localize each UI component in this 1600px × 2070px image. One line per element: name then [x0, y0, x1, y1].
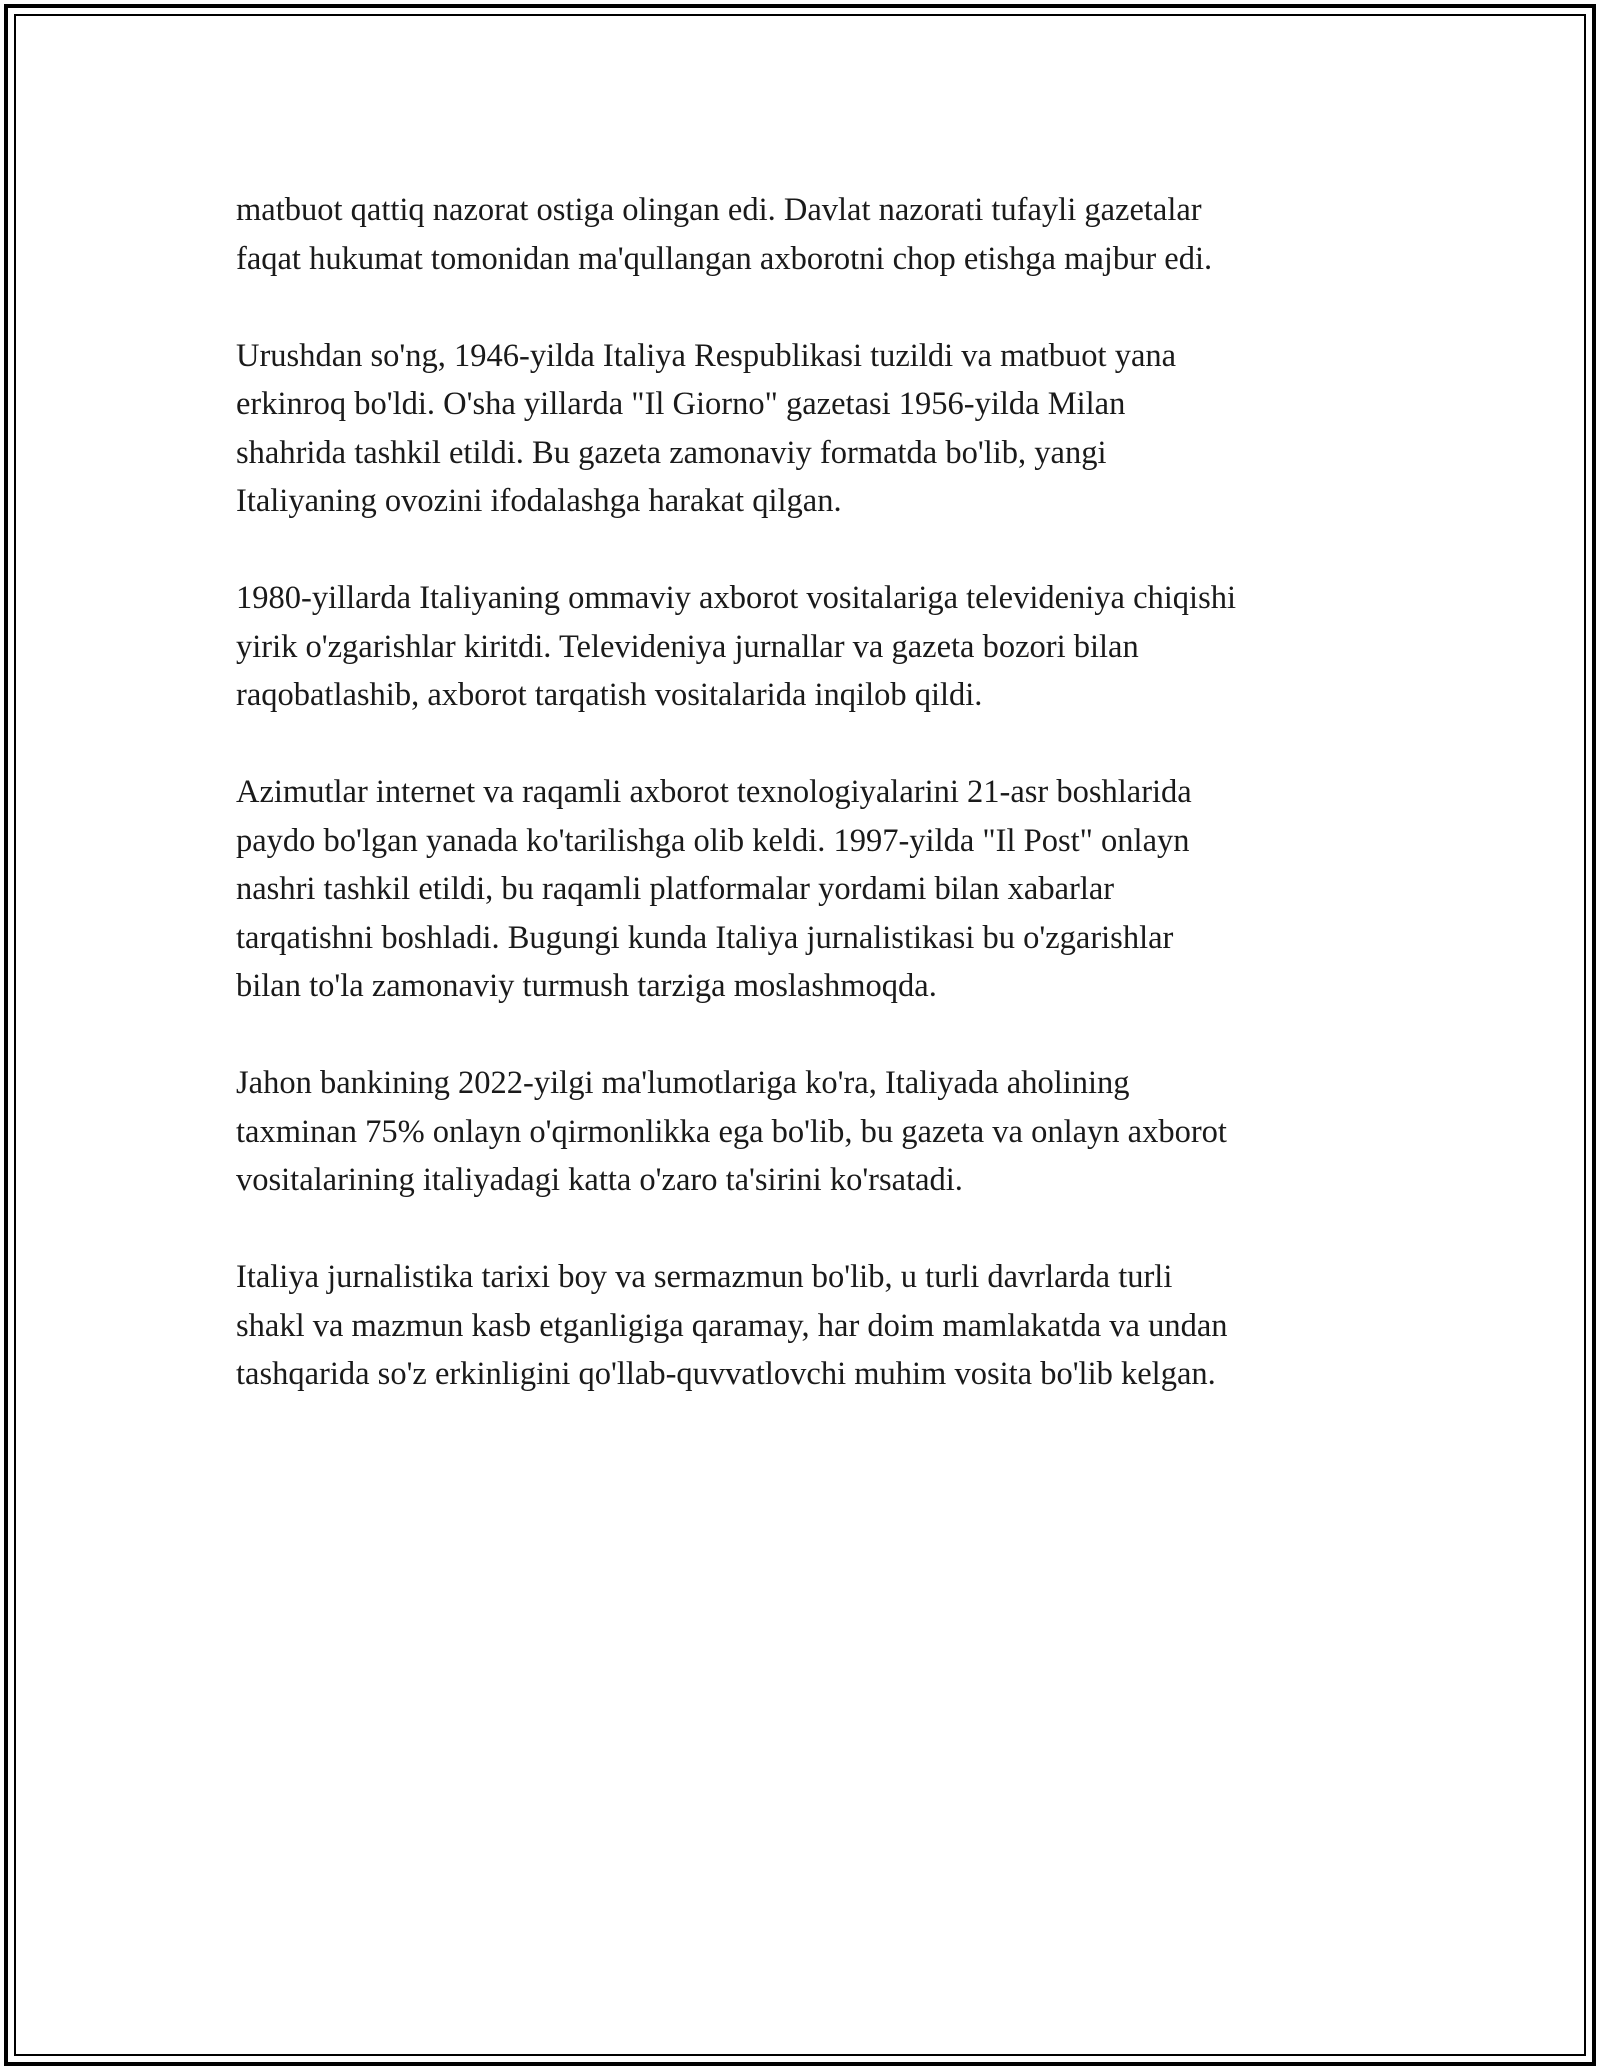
paragraph: Jahon bankining 2022-yilgi ma'lumotlariga ko'ra, Italiyada aholining taxminan 75% onlayn o'qirmonlikka ega bo'lib, bu gazeta va onlayn axborot vositalarining italiyadagi katta o'zaro ta'sirini ko'rsatadi.	[236, 1065, 1227, 1198]
document-body	[236, 186, 1376, 1447]
paragraph: 1980-yillarda Italiyaning ommaviy axborot vositalariga televideniya chiqishi yirik o'zgarishlar kiritdi. Televideniya jurnallar va gazeta bozori bilan raqobatlashib, axborot tarqatish vositalarida inqilob qildi.	[236, 580, 1237, 713]
paragraph: matbuot qattiq nazorat ostiga olingan edi. Davlat nazorati tufayli gazetalar faqat hukumat tomonidan ma'qullangan axborotni chop etishga majbur edi.	[236, 192, 1213, 277]
paragraph: Urushdan so'ng, 1946-yilda Italiya Respublikasi tuzildi va matbuot yana erkinroq bo'ldi. O'sha yillarda "Il Giorno" gazetasi 1956-yilda Milan shahrida tashkil etildi. Bu gazeta zamonaviy formatda bo'lib, yangi Italiyaning ovozini ifodalashga harakat qilgan.	[236, 337, 1177, 519]
paragraph: Azimutlar internet va raqamli axborot texnologiyalarini 21-asr boshlarida paydo bo'lgan yanada ko'tarilishga olib keldi. 1997-yilda "Il Post" onlayn nashri tashkil etildi, bu raqamli platformalar yordami bilan xabarlar tarqatishni boshladi. Bugungi kunda Italiya jurnalistikasi bu o'zgarishlar bilan to'la zamonaviy turmush tarziga moslashmoqda.	[236, 774, 1192, 1004]
paragraph: Italiya jurnalistika tarixi boy va sermazmun bo'lib, u turli davrlarda turli shakl va mazmun kasb etganligiga qaramay, har doim mamlakatda va undan tashqarida so'z erkinligini qo'llab-quvvatlovchi muhim vosita bo'lib kelgan.	[236, 1259, 1228, 1392]
